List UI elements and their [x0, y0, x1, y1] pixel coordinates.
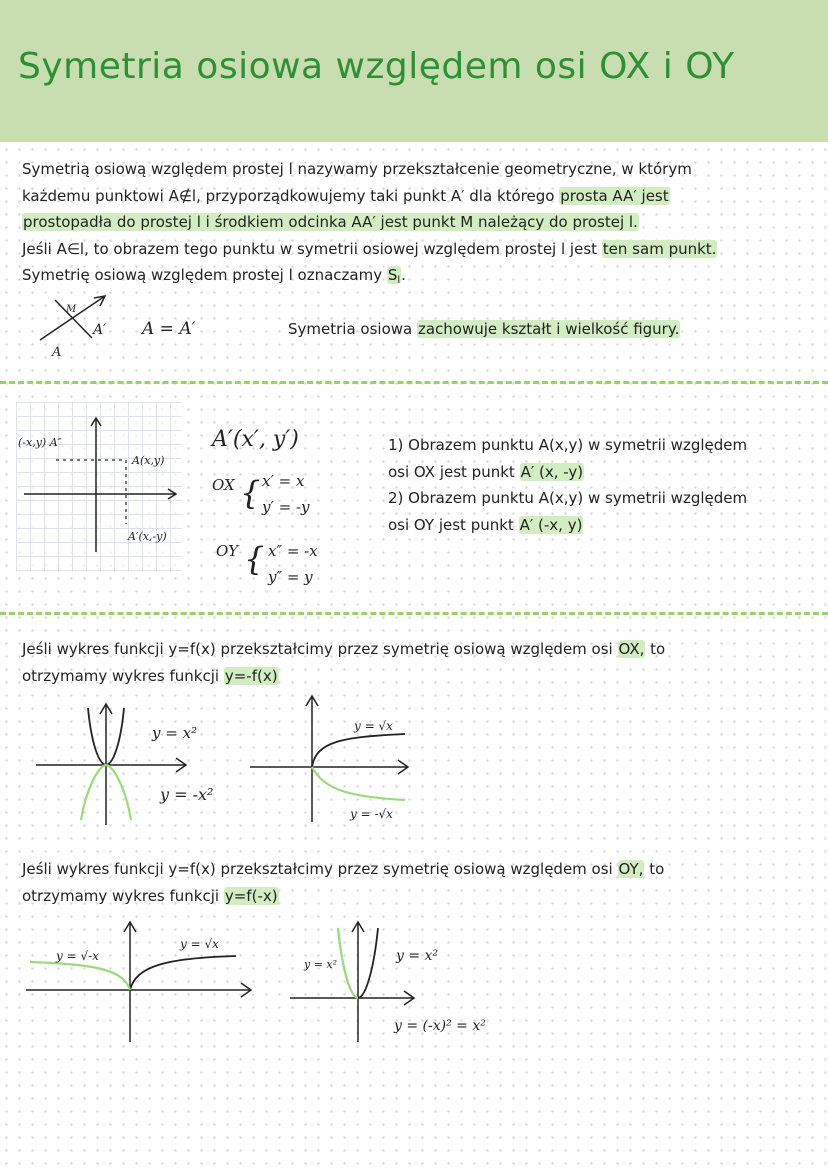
label-point-a2: (-x,y) A″	[18, 436, 62, 449]
formula-header: A′(x′, y′)	[212, 427, 299, 452]
property-2-line-1: 2) Obrazem punktu A(x,y) w symetrii względem	[388, 489, 748, 507]
invariance-note: Symetria osiowa zachowuje kształt i wielkość figury.	[288, 320, 680, 338]
label-y-minus-x-squared: y = (-x)² = x²	[394, 1018, 486, 1034]
oy-section-text	[22, 856, 812, 909]
reflected-parabola-curve	[338, 928, 358, 998]
sqrt-curve	[130, 956, 236, 990]
definition-line-3	[22, 209, 812, 236]
definition-paragraph	[22, 156, 812, 295]
brace-oy: {	[244, 540, 265, 578]
symmetry-symbol: $S_l$	[387, 266, 401, 286]
definition-line-4: Jeśli A∈l, to obrazem tego punktu w symetrii osiowej względem prostej l jest ten sam punkt.	[22, 239, 717, 258]
formula-oy-1: x″ = -x	[268, 542, 318, 560]
definition-line-5: Symetrię osiową względem prostej l oznaczamy $S_l$.	[22, 266, 406, 286]
reflected-sqrt-curve	[312, 767, 405, 800]
highlight: zachowuje kształt i wielkość figury.	[417, 320, 680, 338]
label-y-x2-right: y = x²	[396, 948, 439, 964]
ox-line-2: otrzymamy wykres funkcji y=-f(x)	[22, 666, 278, 685]
reflected-sqrt-curve	[30, 962, 130, 990]
highlight: y=-f(x)	[224, 666, 278, 685]
highlight: A′ (x, -y)	[520, 462, 584, 481]
highlight: OY,	[618, 860, 644, 878]
formula-oy-label: OY	[216, 542, 239, 560]
property-1-line-1: 1) Obrazem punktu A(x,y) w symetrii względem	[388, 436, 748, 454]
section-divider	[0, 381, 828, 384]
property-2-line-2: osi OY jest punkt A′ (-x, y)	[388, 515, 583, 534]
label-y-x2: y = x²	[152, 724, 198, 742]
highlight: prosta AA′ jest	[560, 186, 669, 205]
highlight: ten sam punkt.	[602, 239, 717, 258]
label-point-a: A(x,y)	[132, 454, 165, 467]
label-m: M	[66, 304, 77, 315]
section-divider	[0, 612, 828, 615]
definition-line-1: Symetrią osiową względem prostej l nazywamy przekształcenie geometryczne, w którym	[22, 160, 692, 178]
ox-graph-parabolas	[36, 700, 246, 830]
coordinate-sketch	[16, 402, 186, 572]
ox-graph-sqrt	[250, 692, 440, 832]
title-band	[0, 0, 828, 142]
page-title: Symetria osiowa względem osi OX i OY	[18, 46, 735, 87]
properties-list	[388, 432, 808, 538]
formula-ox-2: y′ = -y	[262, 498, 310, 516]
label-y-sqrt-minus-x: y = √-x	[56, 949, 99, 963]
formula-ox-label: OX	[212, 476, 235, 494]
ox-line-1: Jeśli wykres funkcji y=f(x) przekształcimy przez symetrię osiową względem osi OX, to	[22, 640, 666, 658]
highlight: A′ (-x, y)	[519, 515, 583, 534]
label-a: A	[52, 345, 62, 360]
label-y-x2-left: y = x²	[304, 958, 338, 971]
label-y-minus-sqrt-x: y = -√x	[350, 807, 393, 821]
definition-line-2: każdemu punktowi A∉l, przyporządkowujemy taki punkt A′ dla którego prosta AA′ jest	[22, 186, 669, 205]
sqrt-curve	[312, 734, 405, 767]
brace-ox: {	[240, 474, 261, 512]
equation-a-equals-a-prime: A = A′	[142, 319, 196, 339]
label-y-minus-x2: y = -x²	[160, 785, 214, 804]
oy-graph-sqrt	[26, 918, 256, 1048]
formula-oy-2: y″ = y	[268, 568, 313, 586]
highlight: y=f(-x)	[224, 886, 278, 905]
oy-line-1: Jeśli wykres funkcji y=f(x) przekształcimy przez symetrię osiową względem osi OY, to	[22, 860, 665, 878]
point-on-line-sketch	[30, 290, 230, 370]
label-y-sqrt-x: y = √x	[180, 937, 219, 951]
formula-sketch	[206, 418, 376, 598]
ox-section-text	[22, 636, 812, 689]
label-a-prime: A′	[93, 322, 107, 338]
oy-line-2: otrzymamy wykres funkcji y=f(-x)	[22, 886, 278, 905]
highlight: OX,	[618, 640, 645, 658]
formula-ox-1: x′ = x	[262, 472, 305, 490]
oy-graph-parabola	[290, 918, 510, 1048]
highlight: prostopadła do prostej l i środkiem odcinka AA′ jest punkt M należący do prostej l.	[23, 213, 638, 231]
label-y-sqrt-x: y = √x	[354, 719, 393, 733]
label-point-a1: A′(x,-y)	[128, 530, 167, 543]
property-1-line-2: osi OX jest punkt A′ (x, -y)	[388, 462, 584, 481]
